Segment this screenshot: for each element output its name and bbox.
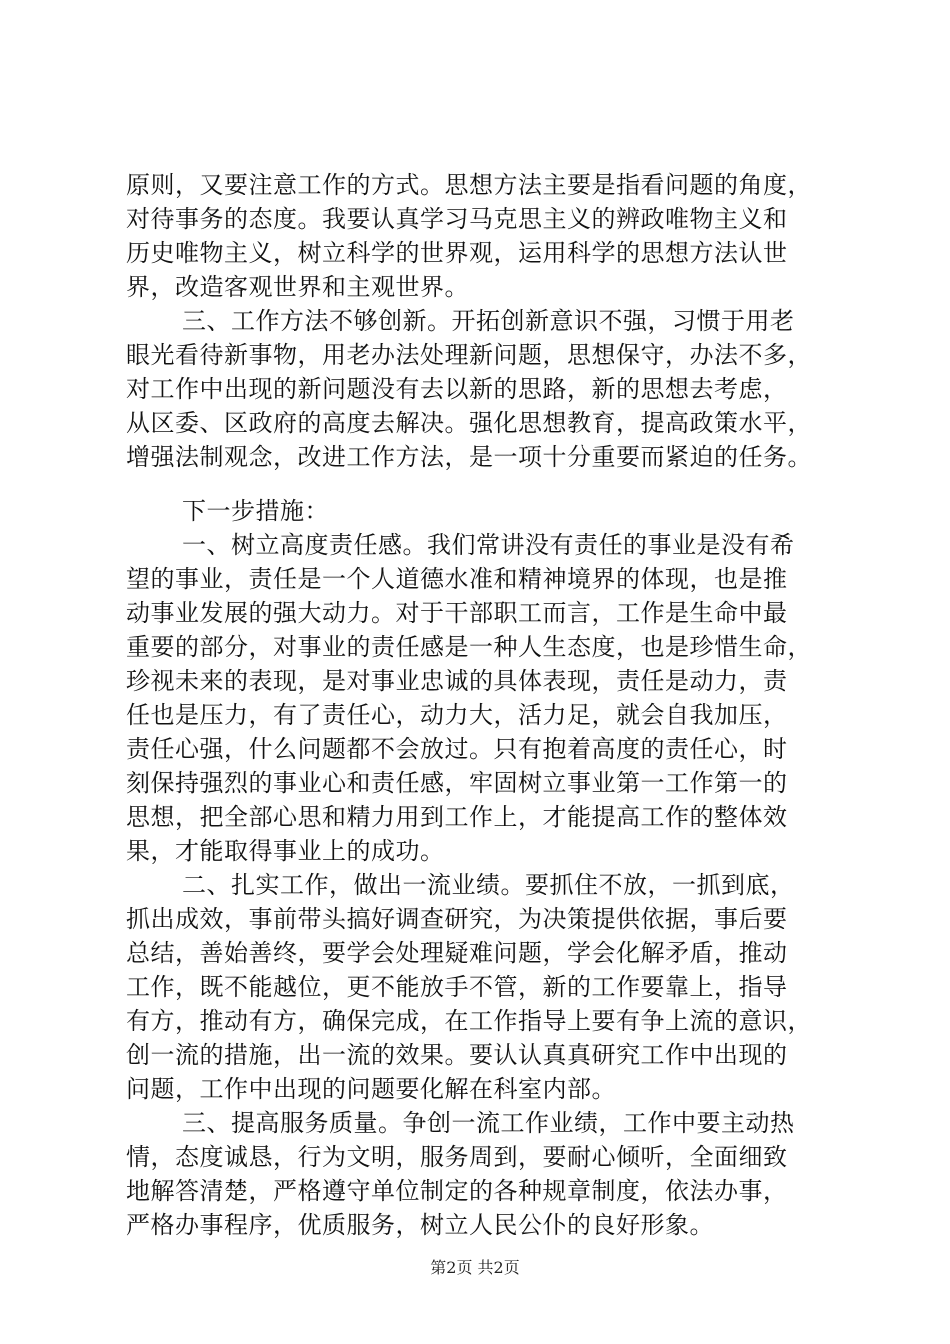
text-line: 从区委、区政府的高度去解决。强化思想教育，提高政策水平，: [126, 409, 812, 437]
text-line: 有方，推动有方，确保完成，在工作指导上要有争上流的意识，: [126, 1007, 812, 1035]
text-line: 刻保持强烈的事业心和责任感，牢固树立事业第一工作第一的: [126, 769, 788, 797]
page-number-label: 第2页 共2页: [430, 1258, 520, 1277]
text-line: 工作，既不能越位，更不能放手不管，新的工作要靠上，指导: [126, 973, 788, 1001]
text-line: 三、工作方法不够创新。开拓创新意识不强，习惯于用老: [182, 307, 795, 335]
text-line: 创一流的措施，出一流的效果。要认认真真研究工作中出现的: [126, 1041, 788, 1069]
text-line: 珍视未来的表现，是对事业忠诚的具体表现，责任是动力，责: [126, 667, 788, 695]
text-line: 动事业发展的强大动力。对于干部职工而言，工作是生命中最: [126, 599, 788, 627]
paragraph-gap: [126, 474, 836, 494]
text-line: 一、树立高度责任感。我们常讲没有责任的事业是没有希: [182, 531, 795, 559]
text-line: 重要的部分，对事业的责任感是一种人生态度，也是珍惜生命，: [126, 633, 812, 661]
text-line: 增强法制观念，改进工作方法，是一项十分重要而紧迫的任务。: [126, 443, 812, 471]
text-line: 总结，善始善终，要学会处理疑难问题，学会化解矛盾，推动: [126, 939, 788, 967]
document-body: [126, 168, 836, 1242]
text-line: 对工作中出现的新问题没有去以新的思路，新的思想去考虑，: [126, 375, 788, 403]
text-line: 地解答清楚，严格遵守单位制定的各种规章制度，依法办事，: [126, 1177, 788, 1205]
text-line: 问题，工作中出现的问题要化解在科室内部。: [126, 1075, 616, 1103]
paragraph-measure-three: [126, 1106, 836, 1242]
text-line: 历史唯物主义，树立科学的世界观，运用科学的思想方法认世: [126, 239, 788, 267]
text-line: 责任心强，什么问题都不会放过。只有抱着高度的责任心，时: [126, 735, 788, 763]
paragraph-measure-one: [126, 528, 836, 868]
text-line: 望的事业，责任是一个人道德水准和精神境界的体现，也是推: [126, 565, 788, 593]
paragraph-work-method: [126, 304, 836, 474]
text-line: 对待事务的态度。我要认真学习马克思主义的辨政唯物主义和: [126, 205, 788, 233]
page-footer: [0, 1258, 950, 1278]
text-line: 原则，又要注意工作的方式。思想方法主要是指看问题的角度，: [126, 171, 812, 199]
text-line: 任也是压力，有了责任心，动力大，活力足，就会自我加压，: [126, 701, 788, 729]
paragraph-intro: [126, 168, 836, 304]
text-line: 三、提高服务质量。争创一流工作业绩，工作中要主动热: [182, 1109, 795, 1137]
text-line: 思想，把全部心思和精力用到工作上，才能提高工作的整体效: [126, 803, 788, 831]
paragraph-measure-two: [126, 868, 836, 1106]
text-line: 严格办事程序，优质服务，树立人民公仆的良好形象。: [126, 1211, 714, 1239]
text-line: 情，态度诚恳，行为文明，服务周到，要耐心倾听，全面细致: [126, 1143, 788, 1171]
text-line: 抓出成效，事前带头搞好调查研究，为决策提供依据，事后要: [126, 905, 788, 933]
text-line: 眼光看待新事物，用老办法处理新问题，思想保守，办法不多，: [126, 341, 812, 369]
section-heading-next-steps: 下一步措施：: [182, 497, 329, 525]
text-line: 果，才能取得事业上的成功。: [126, 837, 445, 865]
text-line: 二、扎实工作，做出一流业绩。要抓住不放，一抓到底，: [182, 871, 795, 899]
text-line: 界，改造客观世界和主观世界。: [126, 273, 469, 301]
